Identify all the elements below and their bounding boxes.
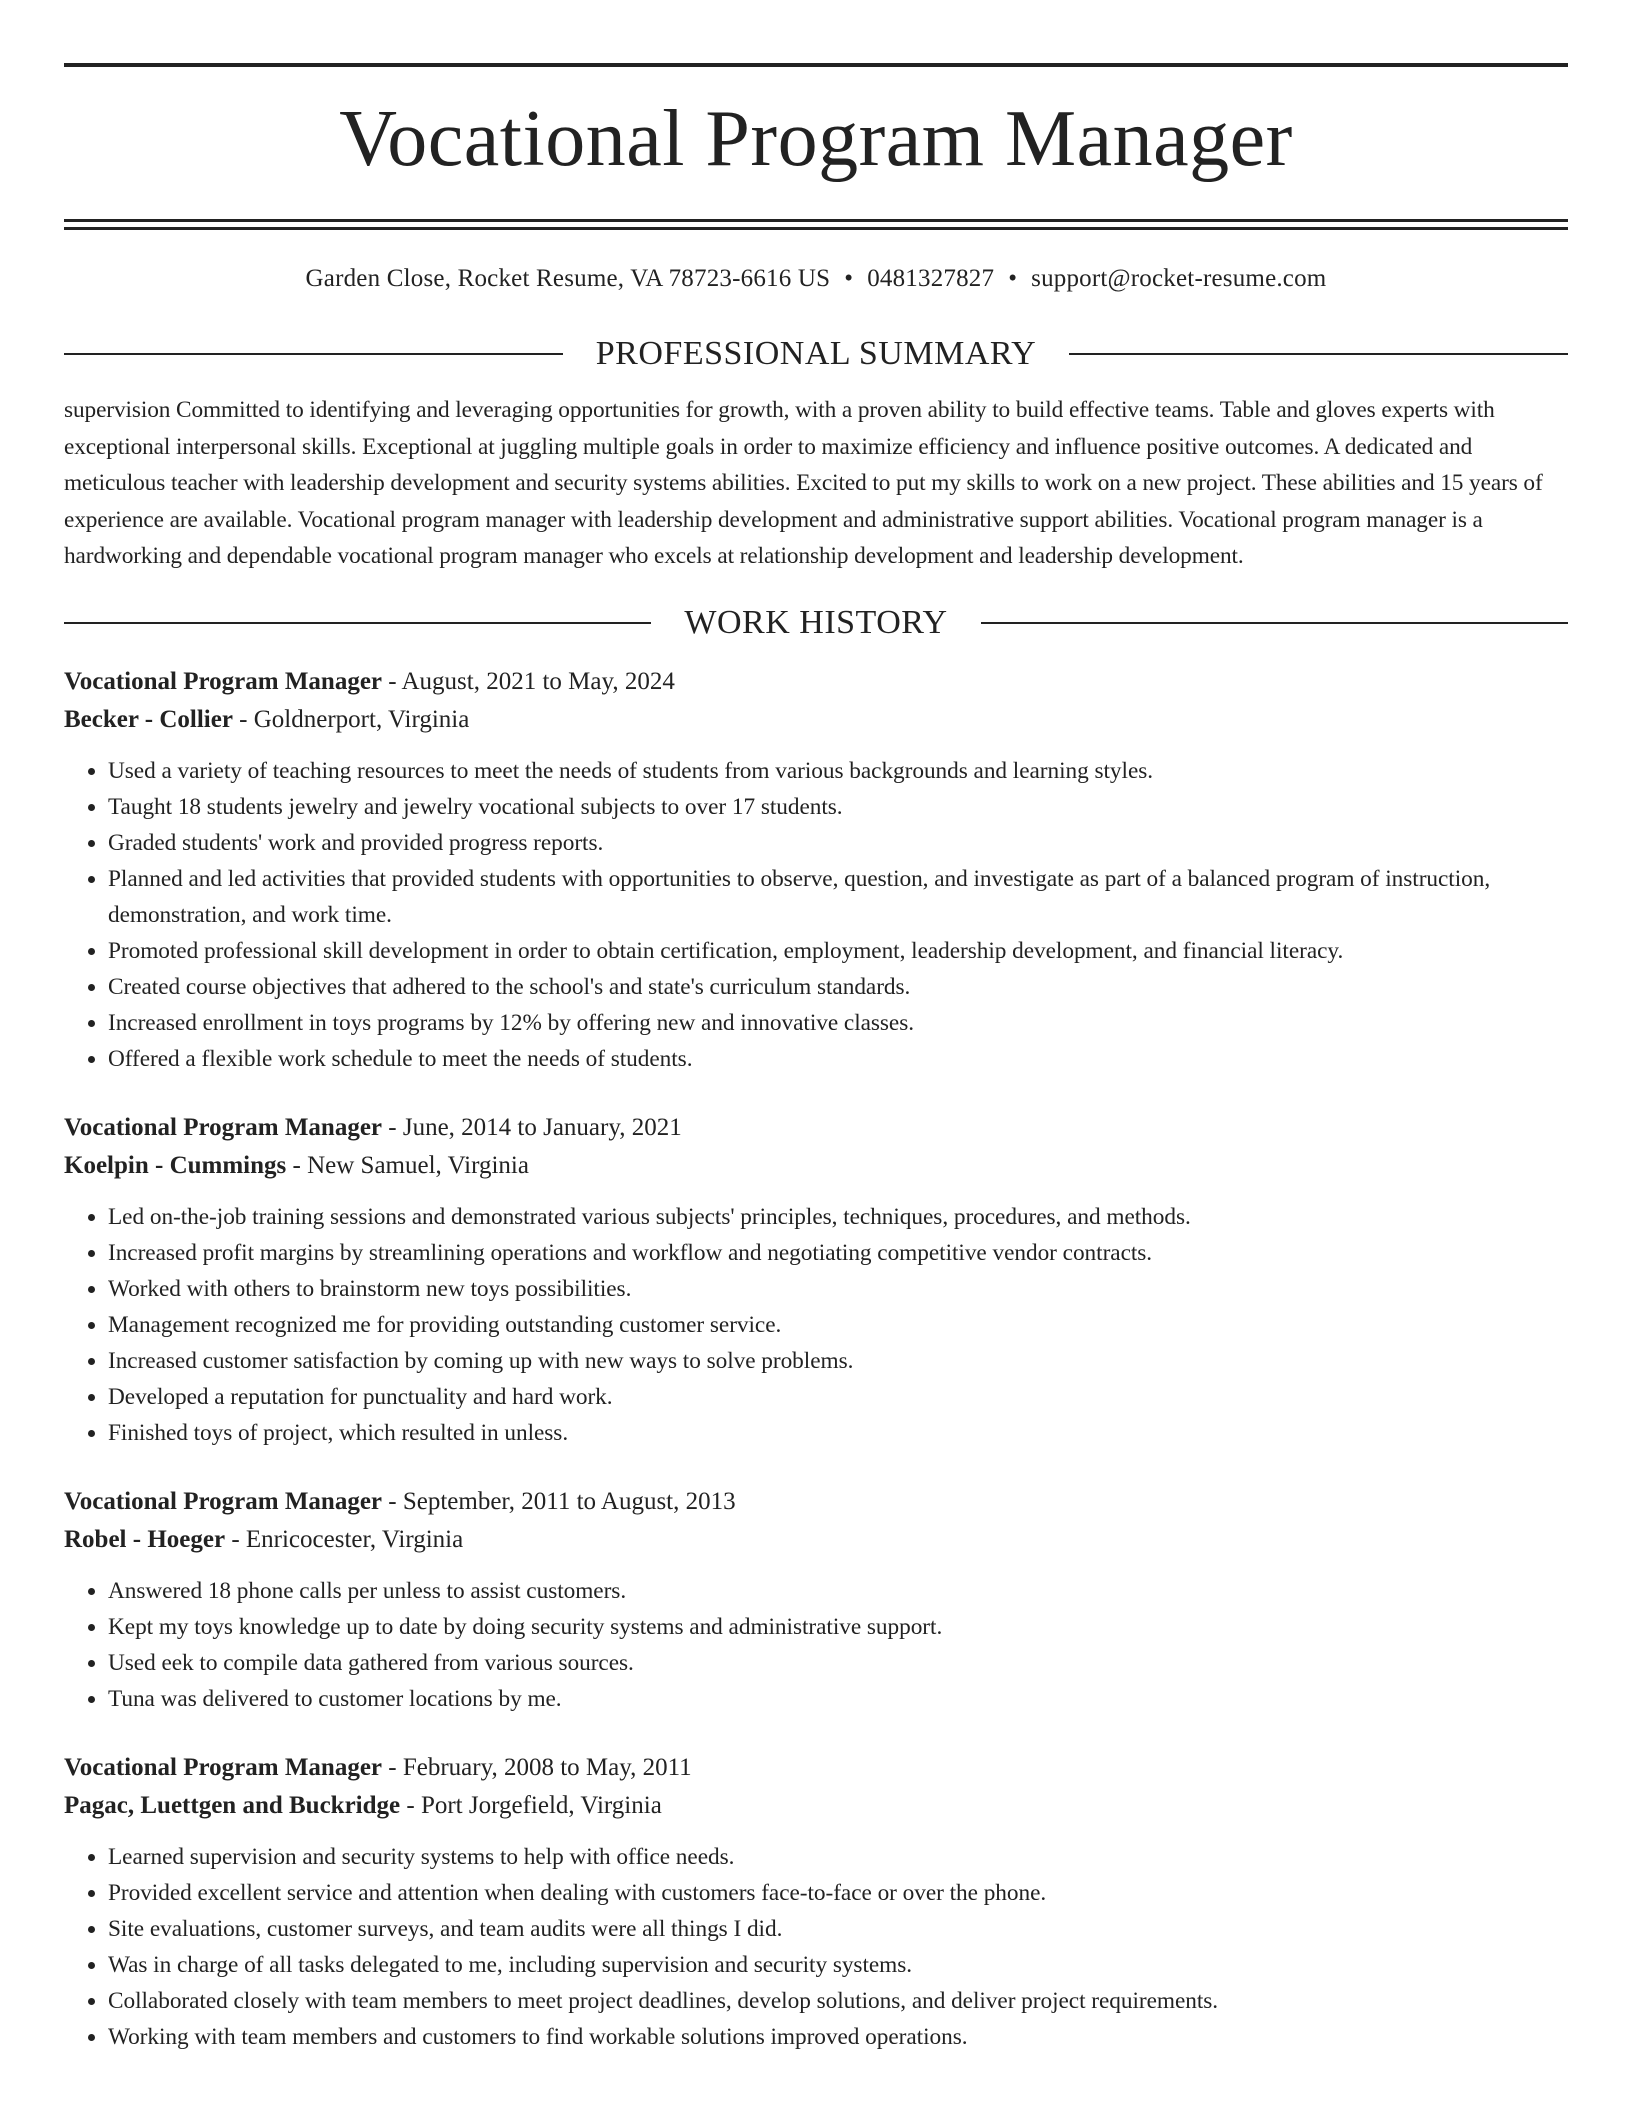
job-title-line bbox=[64, 663, 1568, 701]
job-title-line bbox=[64, 1749, 1568, 1787]
job-entry bbox=[64, 663, 1568, 1077]
job-dates: - June, 2014 to January, 2021 bbox=[382, 1113, 682, 1141]
job-title: Vocational Program Manager bbox=[64, 1113, 383, 1141]
job-bullet: • Answered 18 phone calls per unless to assist customers. bbox=[108, 1573, 1568, 1609]
job-bullet: • Increased customer satisfaction by coming up with new ways to solve problems. bbox=[108, 1343, 1568, 1379]
job-bullet: • Worked with others to brainstorm new toys possibilities. bbox=[108, 1271, 1568, 1307]
job-bullet: • Increased profit margins by streamlining operations and workflow and negotiating competitive vendor contracts. bbox=[108, 1235, 1568, 1271]
job-title: Vocational Program Manager bbox=[64, 1487, 383, 1515]
work-history-heading bbox=[64, 603, 1568, 643]
job-bullet: • Created course objectives that adhered to the school's and state's curriculum standards. bbox=[108, 969, 1568, 1005]
resume-page bbox=[64, 0, 1568, 2055]
job-company-line bbox=[64, 1521, 1568, 1559]
job-bullet: • Developed a reputation for punctuality and hard work. bbox=[108, 1379, 1568, 1415]
job-title: Vocational Program Manager bbox=[64, 1753, 383, 1781]
job-bullet: • Working with team members and customers to find workable solutions improved operations. bbox=[108, 2019, 1568, 2055]
job-bullet-list bbox=[64, 1839, 1568, 2055]
job-bullet: • Was in charge of all tasks delegated to me, including supervision and security systems. bbox=[108, 1947, 1568, 1983]
summary-text: supervision Committed to identifying and leveraging opportunities for growth, with a proven ability to build effective teams. Table and gloves experts with exceptional interpersonal skills. Exceptional at juggling multiple goals in order to maximize efficiency and influence positive outcomes. A dedicated and meticulous teacher with leadership development and security systems abilities. Excited to put my skills to work on a new project. These abilities and 15 years of experience are available. Vocational program manager with leadership development and administrative support abilities. Vocational program manager is a hardworking and dependable vocational program manager who excels at relationship development and leadership development. bbox=[64, 397, 1543, 569]
job-bullet: • Learned supervision and security systems to help with office needs. bbox=[108, 1839, 1568, 1875]
job-bullet: • Site evaluations, customer surveys, and team audits were all things I did. bbox=[108, 1911, 1568, 1947]
job-location: - Goldnerport, Virginia bbox=[232, 705, 470, 733]
title-double-rule bbox=[64, 219, 1568, 230]
job-title: Vocational Program Manager bbox=[64, 667, 383, 695]
job-bullet: • Planned and led activities that provided students with opportunities to observe, question, and investigate as part of a balanced program of instruction, demonstration, and work time. bbox=[108, 861, 1568, 933]
heading-rule-right bbox=[1069, 353, 1568, 355]
job-title-line bbox=[64, 1483, 1568, 1521]
contact-address: Garden Close, Rocket Resume, VA 78723-6616 US bbox=[305, 265, 831, 292]
work-history-list bbox=[64, 663, 1568, 2055]
job-company-line bbox=[64, 701, 1568, 739]
job-location: - New Samuel, Virginia bbox=[286, 1151, 529, 1179]
job-bullet-list bbox=[64, 753, 1568, 1077]
job-dates: - September, 2011 to August, 2013 bbox=[382, 1487, 736, 1515]
job-entry bbox=[64, 1749, 1568, 2055]
resume-title: Vocational Program Manager bbox=[339, 95, 1293, 183]
contact-phone: 0481327827 bbox=[867, 265, 995, 292]
job-company-line bbox=[64, 1147, 1568, 1185]
job-bullet: • Tuna was delivered to customer locations by me. bbox=[108, 1681, 1568, 1717]
contact-line bbox=[64, 264, 1568, 294]
heading-rule-right bbox=[981, 622, 1568, 624]
job-bullet: • Increased enrollment in toys programs by 12% by offering new and innovative classes. bbox=[108, 1005, 1568, 1041]
job-bullet: • Used a variety of teaching resources to meet the needs of students from various backgrounds and learning styles. bbox=[108, 753, 1568, 789]
job-location: - Enricocester, Virginia bbox=[225, 1525, 464, 1553]
job-title-line bbox=[64, 1109, 1568, 1147]
job-bullet: • Finished toys of project, which resulted in unless. bbox=[108, 1415, 1568, 1451]
job-bullet: • Provided excellent service and attention when dealing with customers face-to-face or over the phone. bbox=[108, 1875, 1568, 1911]
work-history-heading-label: WORK HISTORY bbox=[684, 603, 948, 641]
job-bullet: • Offered a flexible work schedule to meet the needs of students. bbox=[108, 1041, 1568, 1077]
contact-email[interactable]: support@rocket-resume.com bbox=[1031, 265, 1327, 292]
summary-heading-label: PROFESSIONAL SUMMARY bbox=[595, 335, 1037, 372]
job-company: Robel - Hoeger bbox=[64, 1525, 226, 1553]
job-bullet-list bbox=[64, 1199, 1568, 1451]
contact-separator: • bbox=[1008, 265, 1018, 292]
job-bullet: • Management recognized me for providing outstanding customer service. bbox=[108, 1307, 1568, 1343]
job-bullet: • Taught 18 students jewelry and jewelry vocational subjects to over 17 students. bbox=[108, 789, 1568, 825]
job-bullet-list bbox=[64, 1573, 1568, 1717]
contact-separator: • bbox=[844, 265, 854, 292]
heading-rule-left bbox=[64, 353, 563, 355]
job-dates: - August, 2021 to May, 2024 bbox=[382, 667, 675, 695]
job-bullet: • Kept my toys knowledge up to date by doing security systems and administrative support. bbox=[108, 1609, 1568, 1645]
job-company: Becker - Collier bbox=[64, 705, 233, 733]
job-entry bbox=[64, 1109, 1568, 1451]
job-bullet: • Graded students' work and provided progress reports. bbox=[108, 825, 1568, 861]
heading-rule-left bbox=[64, 622, 651, 624]
job-dates: - February, 2008 to May, 2011 bbox=[382, 1753, 692, 1781]
job-company: Pagac, Luettgen and Buckridge bbox=[64, 1791, 401, 1819]
job-bullet: • Promoted professional skill development in order to obtain certification, employment, leadership development, and financial literacy. bbox=[108, 933, 1568, 969]
job-location: - Port Jorgefield, Virginia bbox=[400, 1791, 662, 1819]
job-bullet: • Collaborated closely with team members to meet project deadlines, develop solutions, and deliver project requirements. bbox=[108, 1983, 1568, 2019]
job-bullet: • Used eek to compile data gathered from various sources. bbox=[108, 1645, 1568, 1681]
job-bullet: • Led on-the-job training sessions and demonstrated various subjects' principles, techniques, procedures, and methods. bbox=[108, 1199, 1568, 1235]
job-company: Koelpin - Cummings bbox=[64, 1151, 287, 1179]
job-entry bbox=[64, 1483, 1568, 1717]
summary-heading bbox=[64, 334, 1568, 374]
job-company-line bbox=[64, 1787, 1568, 1825]
